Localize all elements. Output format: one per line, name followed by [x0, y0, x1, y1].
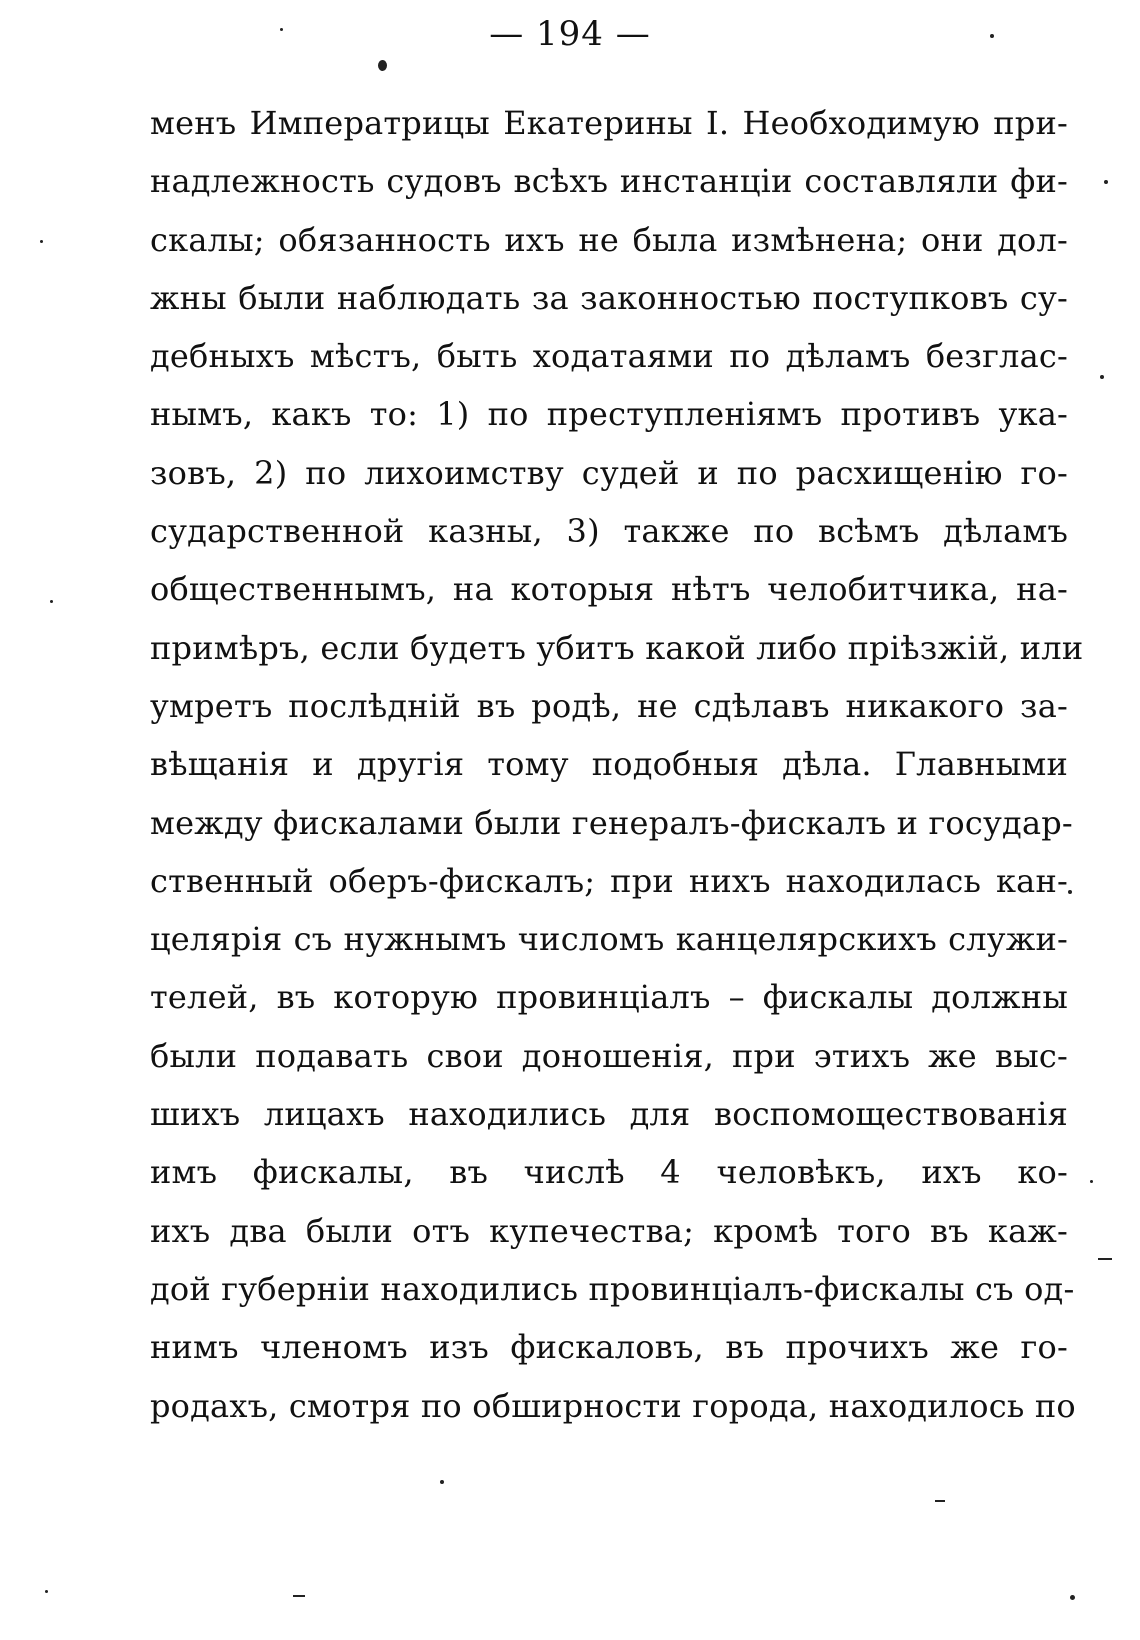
scan-speck [1068, 890, 1072, 894]
text-line: вѣщанія и другія тому подобныя дѣла. Главными [150, 745, 1068, 784]
text-line: родахъ, смотря по обширности города, находилось по [150, 1386, 1076, 1425]
text-line: ихъ два были отъ купечества; кромѣ того въ каж- [150, 1211, 1068, 1250]
scan-speck [280, 28, 283, 31]
text-line: целярія съ нужнымъ числомъ канцелярскихъ служи- [150, 920, 1068, 959]
text-line: жны были наблюдать за законностью поступковъ су- [150, 278, 1068, 317]
text-line: телей, въ которую провинціалъ – фискалы должны [150, 978, 1068, 1017]
text-line: надлежность судовъ всѣхъ инстанціи составляли фи- [150, 162, 1068, 201]
page-text [150, 94, 1084, 1435]
scan-speck [378, 60, 387, 71]
scan-speck [40, 240, 43, 243]
text-line: ственный оберъ-фискалъ; при нихъ находилась кан- [150, 861, 1068, 900]
text-line: умретъ послѣдній въ родѣ, не сдѣлавъ никакого за- [150, 686, 1068, 725]
scan-speck [990, 34, 994, 38]
text-line: зовъ, 2) по лихоимству судей и по расхищенію го- [150, 453, 1068, 492]
text-line: сударственной казны, 3) также по всѣмъ дѣламъ [150, 512, 1068, 551]
text-line: нимъ членомъ изъ фискаловъ, въ прочихъ же го- [150, 1328, 1068, 1367]
scan-dash [1098, 1258, 1112, 1260]
text-line: между фискалами были генералъ-фискалъ и государ- [150, 803, 1073, 842]
text-line: скалы; обязанность ихъ не была измѣнена; они дол- [150, 220, 1068, 259]
text-line: имъ фискалы, въ числѣ 4 человѣкъ, ихъ ко- [150, 1153, 1068, 1192]
text-line: дебныхъ мѣстъ, быть ходатаями по дѣламъ безглас- [150, 337, 1068, 376]
text-line: были подавать свои доношенія, при этихъ же выс- [150, 1036, 1068, 1075]
text-line: дой губерніи находились провинціалъ-фискалы съ од- [150, 1269, 1075, 1308]
scan-speck [1104, 180, 1108, 184]
text-line: шихъ лицахъ находились для воспомоществованія [150, 1095, 1068, 1134]
text-line: нымъ, какъ то: 1) по преступленіямъ противъ ука- [150, 395, 1068, 434]
scan-speck [50, 600, 53, 603]
scan-speck [1070, 1595, 1075, 1600]
scan-dash [935, 1500, 945, 1502]
scan-speck [1090, 1180, 1093, 1183]
text-line: менъ Императрицы Екатерины I. Необходимую при- [150, 104, 1068, 142]
scan-speck [1100, 375, 1104, 379]
text-line: общественнымъ, на которыя нѣтъ челобитчика, на- [150, 570, 1068, 609]
scan-speck [45, 1590, 48, 1593]
text-line: примѣръ, если будетъ убитъ какой либо пріѣзжій, или [150, 628, 1084, 667]
scan-dash [293, 1595, 305, 1597]
scan-speck [440, 1480, 444, 1484]
page-number: — 194 — [489, 14, 651, 54]
